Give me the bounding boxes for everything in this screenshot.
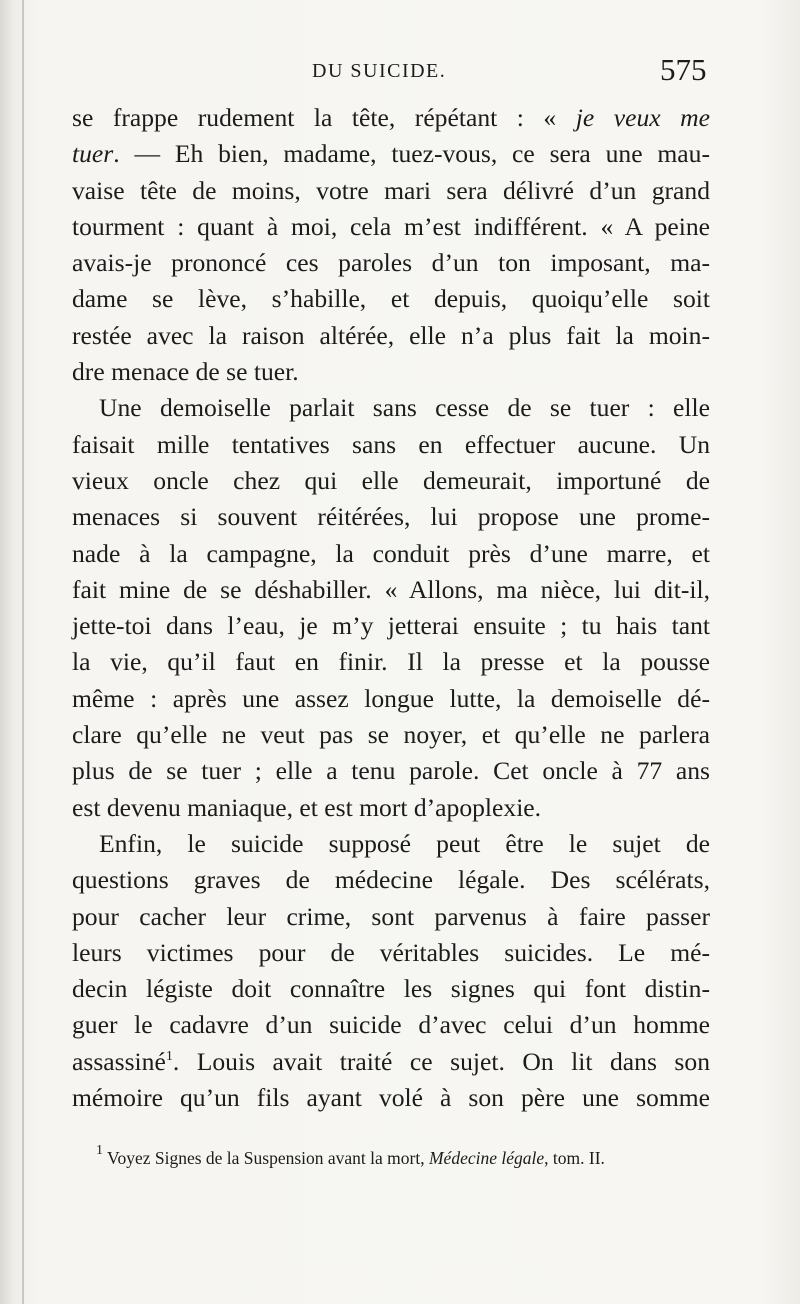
text-run: questions graves de médecine légale. Des scélérats, (72, 865, 710, 895)
text-run: nade à la campagne, la conduit près d’une marre, et (72, 538, 710, 568)
text-line (72, 826, 710, 862)
text-run: je veux me (575, 103, 710, 132)
text-line (72, 753, 710, 789)
text-run: faisait mille tentatives sans en effectuer aucune. Un (72, 429, 710, 459)
text-line (72, 717, 710, 753)
text-run: mémoire qu’un fils ayant volé à son père une somme (72, 1083, 710, 1113)
text-line (72, 572, 710, 608)
text-run: même : après une assez longue lutte, la demoiselle dé- (72, 683, 710, 713)
text-run: decin légiste doit connaître les signes qui font distin- (72, 974, 710, 1004)
text-run: avais-je prononcé ces paroles d’un ton imposant, ma- (72, 248, 710, 278)
footnote-marker: 1 (96, 1143, 103, 1158)
text-run: . Louis avait traité ce sujet. On lit dans son (172, 1046, 710, 1076)
text-line (72, 536, 710, 572)
text-run: jette-toi dans l’eau, je m’y jetterai ensuite ; tu hais tant (72, 611, 710, 641)
text-line (72, 608, 710, 644)
text-run: Enfin, le suicide supposé peut être le sujet de (99, 828, 710, 858)
footnote (96, 1143, 722, 1169)
text-line (72, 935, 710, 971)
text-run: leurs victimes pour de véritables suicides. Le mé- (72, 937, 710, 967)
text-line (72, 1044, 710, 1080)
text-line (72, 209, 710, 245)
text-run: tourment : quant à moi, cela m’est indifférent. « A peine (72, 211, 710, 241)
text-run: guer le cadavre d’un suicide d’avec celui d’un homme (72, 1010, 710, 1040)
text-line (72, 1080, 710, 1116)
text-run: fait mine de se déshabiller. « Allons, ma nièce, lui dit-il, (72, 574, 710, 604)
text-run: restée avec la raison altérée, elle n’a plus fait la moin- (72, 320, 710, 350)
paragraph (72, 390, 710, 826)
text-line (72, 281, 710, 317)
text-run: dame se lève, s’habille, et depuis, quoiqu’elle soit (72, 284, 710, 314)
text-line (72, 790, 710, 826)
text-run: plus de se tuer ; elle a tenu parole. Cet oncle à 77 ans (72, 756, 710, 786)
text-run: se frappe rudement la tête, répétant : « (72, 103, 576, 132)
text-run: la vie, qu’il faut en finir. Il la presse et la pousse (72, 647, 710, 677)
page-number: 575 (660, 52, 707, 87)
text-run: tuer (72, 139, 114, 169)
text-line (72, 463, 710, 499)
text-run: assassiné (72, 1046, 166, 1076)
footnote-italic: Médecine légale (428, 1148, 545, 1168)
page-gutter-edge (22, 0, 24, 1304)
running-title: DU SUICIDE. (312, 60, 447, 82)
paragraph (72, 826, 710, 1116)
text-line (72, 245, 710, 281)
text-run: dre menace de se tuer. (72, 357, 299, 387)
text-run: pour cacher leur crime, sont parvenus à faire passer (72, 901, 710, 931)
text-line (72, 136, 710, 172)
text-line (72, 862, 710, 898)
text-line (72, 644, 710, 680)
text-run: Une demoiselle parlait sans cesse de se tuer : elle (99, 393, 710, 423)
text-line (72, 173, 710, 209)
text-line (72, 971, 710, 1007)
text-run: est devenu maniaque, et est mort d’apoplexie. (72, 792, 542, 822)
text-line (72, 899, 710, 935)
text-line (72, 499, 710, 535)
text-run: clare qu’elle ne veut pas se noyer, et qu’elle ne parlera (72, 720, 710, 750)
paragraph (72, 100, 710, 390)
footnote-text-after: , tom. II. (544, 1148, 605, 1168)
footnote-reference: 1 (165, 1048, 173, 1064)
text-run: vieux oncle chez qui elle demeurait, importuné de (72, 465, 710, 495)
body-text (72, 100, 710, 1116)
running-head (0, 52, 800, 88)
text-line (72, 354, 710, 390)
text-line (72, 318, 710, 354)
footnote-text-before: Voyez Signes de la Suspension avant la mort, (103, 1148, 429, 1168)
text-line (72, 100, 710, 136)
text-run: vaise tête de moins, votre mari sera délivré d’un grand (72, 175, 710, 205)
text-line (72, 390, 710, 426)
text-line (72, 427, 710, 463)
text-run: . — Eh bien, madame, tuez-vous, ce sera une mau- (113, 139, 710, 169)
text-line (72, 681, 710, 717)
text-run: menaces si souvent réitérées, lui propose une prome- (72, 502, 710, 532)
text-line (72, 1007, 710, 1043)
